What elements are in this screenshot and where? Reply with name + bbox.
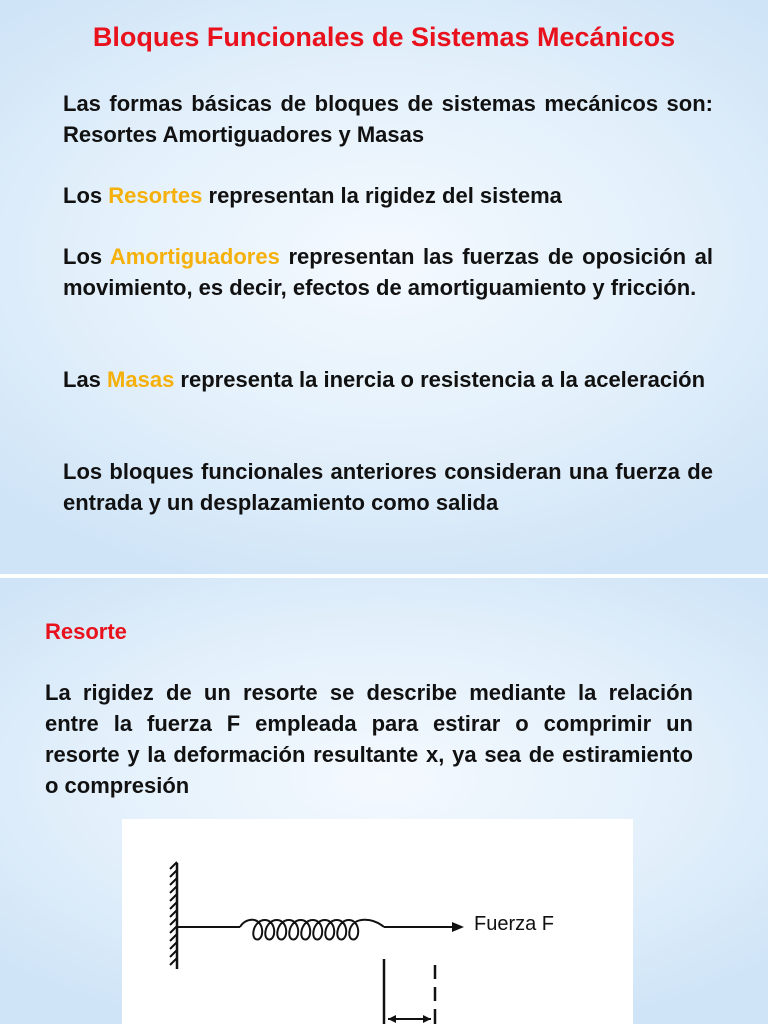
resortes-highlight: Resortes (108, 183, 203, 208)
amortiguadores-post: representan las fuerzas de oposición al movimiento, es decir, efectos de amortiguamiento y fricción. (63, 244, 713, 300)
fixed-wall-icon (170, 862, 177, 969)
masas-highlight: Masas (107, 367, 175, 392)
amortiguadores-pre: Los (63, 244, 110, 269)
spring-diagram (122, 819, 633, 1024)
resorte-paragraph: La rigidez de un resorte se describe mediante la relación entre la fuerza F empleada para estirar o comprimir un resorte y la deformación resultante x, ya sea de estiramiento o compresión (45, 680, 693, 798)
resorte-heading: Resorte (45, 619, 127, 644)
intro-paragraph: Las formas básicas de bloques de sistemas mecánicos son: Resortes Amortiguadores y Masas (63, 91, 713, 147)
spring-coil-icon (177, 920, 384, 940)
slide-2 (0, 578, 768, 1024)
force-label: Fuerza F (474, 913, 555, 935)
resortes-paragraph (63, 180, 713, 211)
masas-pre: Las (63, 367, 108, 392)
resortes-post: representan la rigidez del sistema (202, 183, 562, 208)
force-arrow-icon (384, 922, 464, 932)
closing-paragraph: Los bloques funcionales anteriores consideran una fuerza de entrada y un desplazamiento como salida (63, 459, 713, 515)
amortiguadores-highlight: Amortiguadores (109, 244, 280, 269)
masas-paragraph (63, 364, 713, 395)
spring-figure (122, 819, 633, 1024)
masas-post: representa la inercia o resistencia a la aceleración (174, 367, 706, 392)
slide-title: Bloques Funcionales de Sistemas Mecánicos (92, 22, 676, 52)
displacement-marker-icon (384, 959, 435, 1024)
resortes-pre: Los (63, 183, 109, 208)
amortiguadores-paragraph (63, 241, 713, 303)
